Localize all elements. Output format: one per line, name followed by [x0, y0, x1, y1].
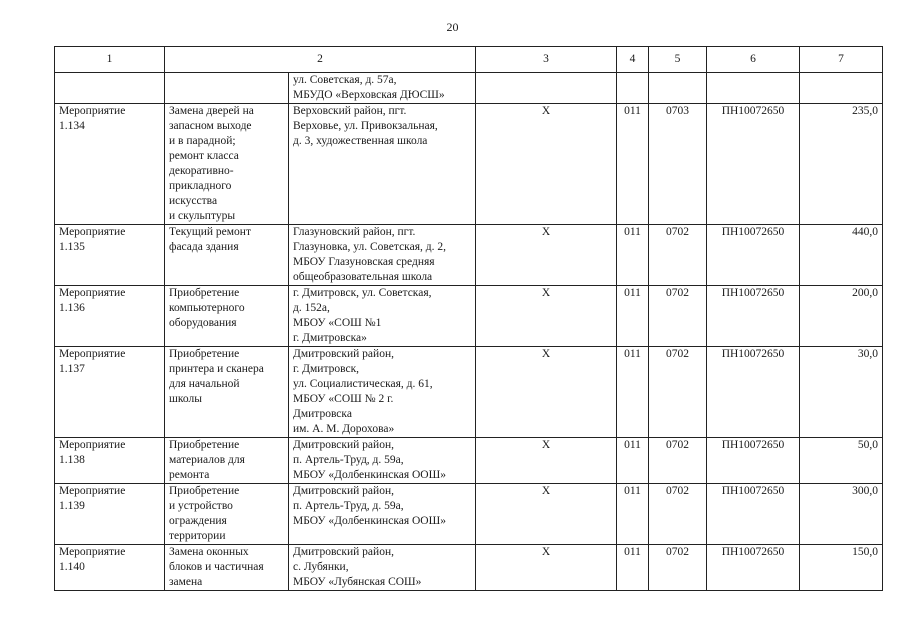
address-cell: Верховский район, пгт. Верховье, ул. Привокзальная, д. 3, художественная школа: [289, 104, 476, 225]
col7-cell: 50,0: [800, 438, 883, 484]
col5-cell: 0703: [649, 104, 707, 225]
col3-cell: Х: [476, 286, 617, 347]
col4-cell: 011: [617, 438, 649, 484]
col3-cell: [476, 73, 617, 104]
col5-cell: 0702: [649, 438, 707, 484]
table-row: [55, 347, 883, 438]
col6-cell: ПН10072650: [707, 286, 800, 347]
col5-cell: 0702: [649, 484, 707, 545]
event-cell: Мероприятие 1.137: [55, 347, 165, 438]
table-row: [55, 545, 883, 591]
column-header: 7: [800, 47, 883, 73]
table-row: [55, 484, 883, 545]
header-row: [55, 47, 883, 73]
name-cell: Приобретение материалов для ремонта: [165, 438, 289, 484]
event-cell: Мероприятие 1.134: [55, 104, 165, 225]
col7-cell: 300,0: [800, 484, 883, 545]
name-cell: Приобретение компьютерного оборудования: [165, 286, 289, 347]
address-cell: Дмитровский район, с. Лубянки, МБОУ «Лубянская СОШ»: [289, 545, 476, 591]
col3-cell: Х: [476, 104, 617, 225]
event-cell: Мероприятие 1.140: [55, 545, 165, 591]
col3-cell: Х: [476, 225, 617, 286]
col7-cell: 440,0: [800, 225, 883, 286]
name-cell: Приобретение принтера и сканера для начальной школы: [165, 347, 289, 438]
col6-cell: ПН10072650: [707, 438, 800, 484]
col5-cell: 0702: [649, 545, 707, 591]
column-header: 3: [476, 47, 617, 73]
continuation-row: [55, 73, 883, 104]
event-cell: [55, 73, 165, 104]
col7-cell: [800, 73, 883, 104]
col6-cell: ПН10072650: [707, 347, 800, 438]
event-cell: Мероприятие 1.136: [55, 286, 165, 347]
event-cell: Мероприятие 1.135: [55, 225, 165, 286]
col5-cell: 0702: [649, 225, 707, 286]
col6-cell: ПН10072650: [707, 545, 800, 591]
page-number: 20: [446, 20, 459, 34]
col7-cell: 200,0: [800, 286, 883, 347]
col3-cell: Х: [476, 347, 617, 438]
name-cell: Приобретение и устройство ограждения территории: [165, 484, 289, 545]
column-header: 4: [617, 47, 649, 73]
col3-cell: Х: [476, 438, 617, 484]
col4-cell: [617, 73, 649, 104]
col7-cell: 150,0: [800, 545, 883, 591]
name-cell: Текущий ремонт фасада здания: [165, 225, 289, 286]
address-cell: Дмитровский район, п. Артель-Труд, д. 59а, МБОУ «Долбенкинская ООШ»: [289, 484, 476, 545]
col7-cell: 235,0: [800, 104, 883, 225]
col4-cell: 011: [617, 225, 649, 286]
budget-table: [54, 46, 883, 591]
table-row: [55, 104, 883, 225]
col3-cell: Х: [476, 484, 617, 545]
address-cell: г. Дмитровск, ул. Советская, д. 152а, МБОУ «СОШ №1 г. Дмитровска»: [289, 286, 476, 347]
address-cell: Дмитровский район, п. Артель-Труд, д. 59а, МБОУ «Долбенкинская ООШ»: [289, 438, 476, 484]
col5-cell: [649, 73, 707, 104]
col4-cell: 011: [617, 545, 649, 591]
table-row: [55, 286, 883, 347]
table-row: [55, 438, 883, 484]
col5-cell: 0702: [649, 347, 707, 438]
column-header: 1: [55, 47, 165, 73]
name-cell: Замена оконных блоков и частичная замена: [165, 545, 289, 591]
column-header: 2: [165, 47, 476, 73]
address-line: ул. Советская, д. 57а,: [293, 74, 397, 86]
col7-cell: 30,0: [800, 347, 883, 438]
address-cell: Дмитровский район, г. Дмитровск, ул. Социалистическая, д. 61, МБОУ «СОШ № 2 г. Дмитровска им. А. М. Дорохова»: [289, 347, 476, 438]
address-line: МБУДО «Верховская ДЮСШ»: [293, 89, 445, 101]
name-cell: Замена дверей на запасном выходе и в парадной; ремонт класса декоративно- прикладного искусства и скульптуры: [165, 104, 289, 225]
col4-cell: 011: [617, 484, 649, 545]
table-row: [55, 225, 883, 286]
col6-cell: [707, 73, 800, 104]
col3-cell: Х: [476, 545, 617, 591]
col6-cell: ПН10072650: [707, 484, 800, 545]
event-cell: Мероприятие 1.139: [55, 484, 165, 545]
name-cell: [165, 73, 289, 104]
column-header: 6: [707, 47, 800, 73]
col6-cell: ПН10072650: [707, 225, 800, 286]
address-cell: [289, 73, 476, 104]
col4-cell: 011: [617, 286, 649, 347]
event-cell: Мероприятие 1.138: [55, 438, 165, 484]
col4-cell: 011: [617, 347, 649, 438]
column-header: 5: [649, 47, 707, 73]
col6-cell: ПН10072650: [707, 104, 800, 225]
address-cell: Глазуновский район, пгт. Глазуновка, ул. Советская, д. 2, МБОУ Глазуновская средняя общеобразовательная школа: [289, 225, 476, 286]
col5-cell: 0702: [649, 286, 707, 347]
col4-cell: 011: [617, 104, 649, 225]
